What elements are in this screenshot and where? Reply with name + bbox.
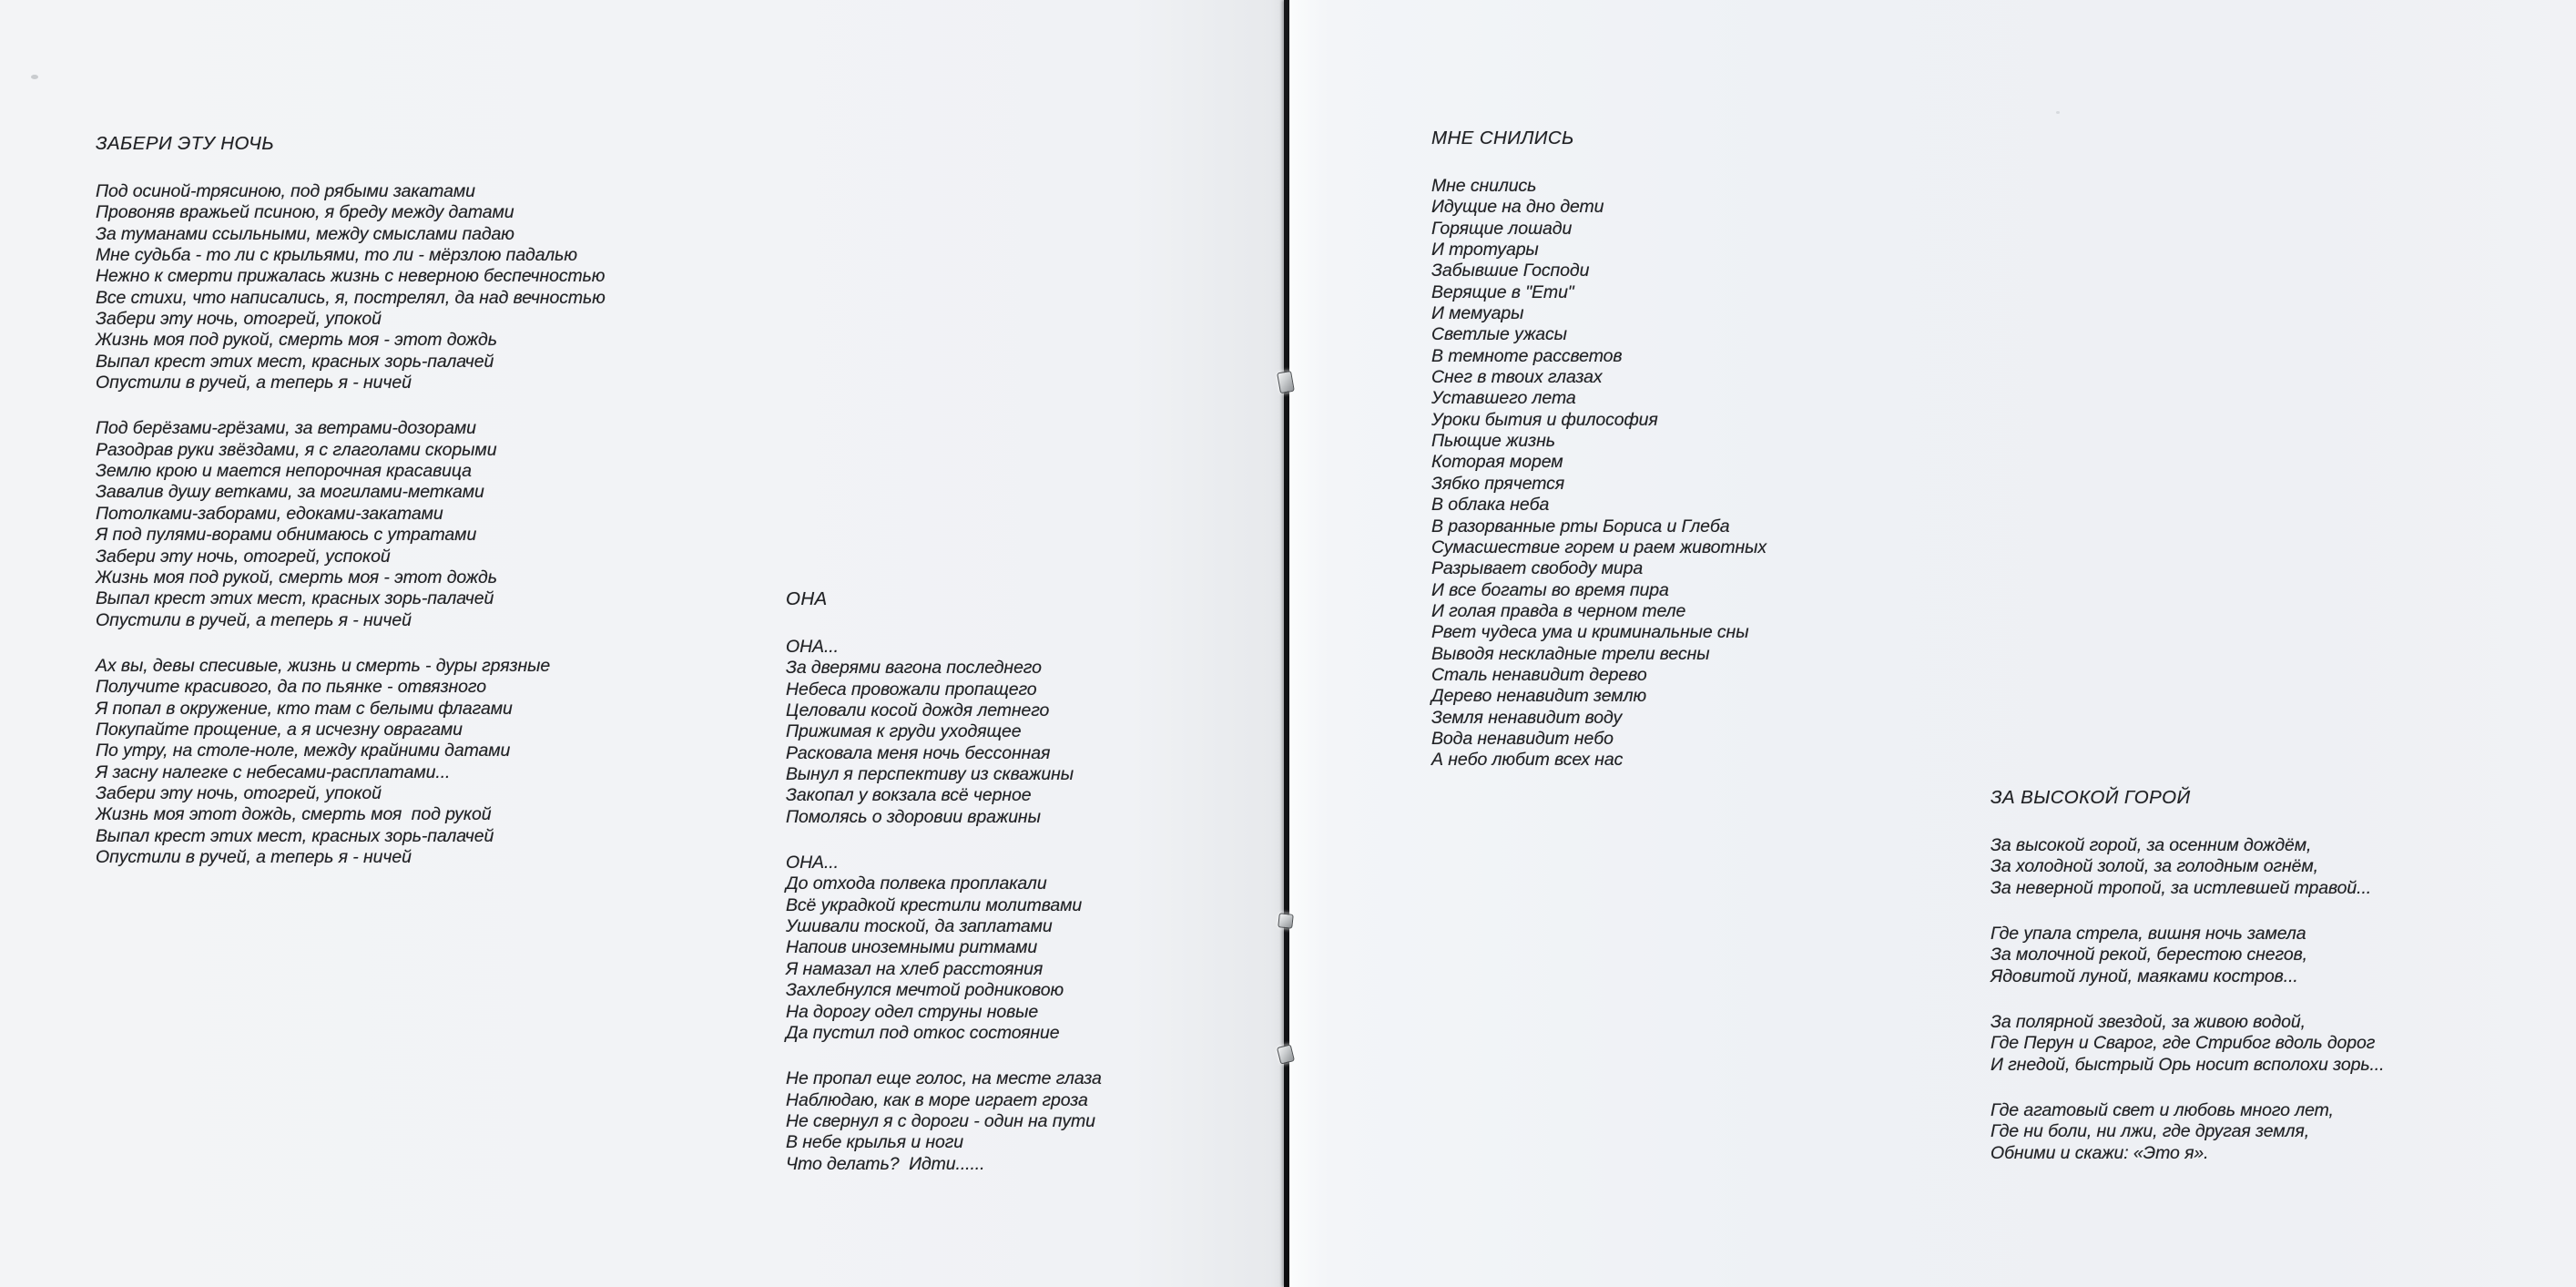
lyric-line: Пьющие жизнь [1431,431,1555,452]
lyric-line: Выпал крест этих мест, красных зорь-палачей [96,588,494,609]
song-title: МНЕ СНИЛИСЬ [1431,128,1574,148]
stanza [1991,924,2384,987]
lyric-line: Забери эту ночь, отогрей, упокой [96,782,382,803]
lyric-line: Разрывает свободу мира [1431,558,1644,579]
lyric-line: Закопал у вокзала всё черное [786,785,1032,806]
lyric-line: До отхода полвека проплакали [786,873,1047,894]
lyric-line: Светлые ужасы [1431,324,1567,345]
lyric-line: За неверной тропой, за истлевшей травой... [1991,877,2372,898]
lyric-line: Снег в твоих глазах [1431,367,1603,388]
song-lyrics [786,637,1102,1175]
lyric-line: Выпал крест этих мест, красных зорь-палачей [96,825,494,846]
stanza [1431,176,1767,771]
lyric-line: Рвет чудеса ума и криминальные сны [1431,622,1749,643]
lyric-line: Земля ненавидит воду [1431,707,1623,728]
lyric-line: В разорванные рты Бориса и Глеба [1431,516,1730,536]
lyric-line: За туманами ссыльными, между смыслами падаю [96,223,514,244]
lyric-line: В темноте рассветов [1431,345,1623,366]
lyric-line: На дорогу одел струны новые [786,1001,1039,1022]
song-lyrics [1991,835,2384,1164]
lyric-line: Наблюдаю, как в море играет гроза [786,1089,1088,1110]
lyric-line: Получите красивого, да по пьянке - отвязного [96,677,486,698]
lyric-line: Уроки бытия и философия [1431,409,1658,430]
lyric-line: Прижимая к груди уходящее [786,721,1022,742]
lyric-line: И гнедой, быстрый Орь носит всполохи зорь... [1991,1054,2385,1075]
lyric-line: Завалив душу ветками, за могилами-метками [96,482,484,503]
lyric-line: И все богаты во время пира [1431,579,1669,600]
lyric-line: А небо любит всех нас [1431,750,1624,771]
lyric-line: Напоив иноземными ритмами [786,937,1038,958]
stanza [786,853,1102,1044]
lyric-line: Под берёзами-грёзами, за ветрами-дозорами [96,418,476,439]
booklet-spine [1284,0,1289,1287]
lyric-line: ОНА... [786,637,839,657]
lyric-line: Забери эту ночь, отогрей, упокой [96,309,382,330]
lyric-line: Помолясь о здоровии вражины [786,806,1041,827]
lyric-line: Опустили в ручей, а теперь я - ничей [96,373,412,393]
lyric-line: Не свернул я с дороги - один на пути [786,1110,1095,1131]
lyric-line: За холодной золой, за голодным огнём, [1991,856,2318,877]
stanza [1991,1012,2384,1076]
lyric-line: Обними и скажи: «Это я». [1991,1142,2209,1163]
lyric-line: Что делать? Идти...... [786,1153,985,1174]
lyric-line: Жизнь моя под рукой, смерть моя - этот дождь [96,330,497,351]
lyric-line: Жизнь моя этот дождь, смерть моя под рукой [96,804,492,825]
lyric-line: В небе крылья и ноги [786,1132,964,1153]
lyric-line: Выводя нескладные трели весны [1431,643,1710,664]
lyric-line: Землю крою и мается непорочная красавица [96,461,472,482]
lyric-line: Где Перун и Сварог, где Стрибог вдоль дорог [1991,1033,2376,1054]
stanza [786,637,1102,828]
lyric-line: Небеса провожали пропащего [786,679,1037,700]
lyric-line: Уставшего лета [1431,388,1576,409]
lyric-line: Не пропал еще голос, на месте глаза [786,1068,1102,1089]
lyric-line: Вода ненавидит небо [1431,728,1614,749]
stanza [1991,835,2384,899]
lyric-line: ОНА... [786,853,839,873]
lyric-line: Расковала меня ночь бессонная [786,742,1051,763]
lyric-line: Мне снились [1431,176,1537,196]
stanza [96,181,606,393]
lyric-line: Жизнь моя под рукой, смерть моя - этот дождь [96,567,497,587]
lyric-line: Сталь ненавидит дерево [1431,664,1647,685]
song-ona [786,588,1102,1175]
lyric-line: Нежно к смерти прижалась жизнь с неверною беспечностью [96,266,606,287]
song-title: ЗАБЕРИ ЭТУ НОЧЬ [96,133,275,154]
lyric-line: Где упала стрела, вишня ночь замела [1991,924,2306,945]
paper-speck [31,75,38,79]
song-za-vysokoy-goroy [1991,787,2384,1164]
lyric-line: Выпал крест этих мест, красных зорь-палачей [96,351,494,372]
stanza [786,1068,1102,1175]
lyric-line: Горящие лошади [1431,218,1573,239]
song-lyrics [1431,176,1767,771]
lyric-line: Провоняв вражьей псиною, я бреду между датами [96,202,514,223]
lyric-line: Потолками-заборами, едоками-закатами [96,503,443,524]
lyric-line: Вынул я перспективу из скважины [786,764,1074,785]
lyric-line: Где агатовый свет и любовь много лет, [1991,1100,2334,1121]
lyric-line: Верящие в "Ети" [1431,281,1574,302]
lyric-line: Разодрав руки звёздами, я с глаголами скорыми [96,439,497,460]
lyric-line: Ушивали тоской, да заплатами [786,916,1053,937]
lyric-line: Опустили в ручей, а теперь я - ничей [96,609,412,630]
song-lyrics [96,181,606,868]
lyric-line: Сумасшествие горем и раем животных [1431,536,1767,557]
lyric-line: Забывшие Господи [1431,260,1590,281]
song-mne-snilis [1431,128,1767,771]
lyric-line: Все стихи, что написались, я, пострелял, да над вечностью [96,287,606,308]
lyric-line: Я попал в окружение, кто там с белыми флагами [96,698,513,719]
lyric-line: Забери эту ночь, отогрей, успокой [96,546,391,567]
lyric-line: По утру, на столе-ноле, между крайними датами [96,741,511,761]
lyric-line: Дерево ненавидит землю [1431,686,1647,707]
song-zaberi-etu-noch [96,133,606,868]
lyric-line: В облака неба [1431,495,1550,516]
lyric-line: Ядовитой луной, маяками костров... [1991,965,2298,986]
lyric-line: Целовали косой дождя летнего [786,700,1050,721]
lyric-line: За полярной звездой, за живою водой, [1991,1012,2306,1033]
lyric-line: Да пустил под откос состояние [786,1022,1060,1043]
lyric-line: Идущие на дно дети [1431,197,1604,218]
lyric-line: Я намазал на хлеб расстояния [786,958,1044,979]
lyric-line: Захлебнулся мечтой родниковою [786,980,1064,1001]
lyric-line: Покупайте прощение, а я исчезну оврагами [96,719,463,740]
lyric-line: За молочной рекой, берестою снегов, [1991,945,2307,965]
lyric-line: Я засну налегке с небесами-расплатами... [96,761,451,782]
lyric-line: И мемуары [1431,303,1524,324]
song-title: ЗА ВЫСОКОЙ ГОРОЙ [1991,787,2191,808]
lyric-line: Под осиной-трясиною, под рябыми закатами [96,181,475,201]
stanza [1991,1100,2384,1164]
stanza [96,418,606,630]
lyric-line: Зябко прячется [1431,473,1565,494]
lyric-line: Ах вы, девы спесивые, жизнь и смерть - дуры грязные [96,655,551,676]
lyric-line: Мне судьба - то ли с крыльями, то ли - мёрзлою падалью [96,245,577,266]
lyric-line: Которая морем [1431,452,1563,473]
song-title: ОНА [786,588,828,609]
paper-speck [2056,111,2060,114]
lyric-line: За высокой горой, за осенним дождём, [1991,835,2312,855]
lyric-line: Я под пулями-ворами обнимаюсь с утратами [96,525,477,546]
lyric-line: Где ни боли, ни лжи, где другая земля, [1991,1121,2310,1142]
lyric-line: Всё украдкой крестили молитвами [786,894,1083,915]
staple [1278,913,1294,929]
lyric-line: И тротуары [1431,240,1539,260]
lyric-line: За дверями вагона последнего [786,658,1042,679]
lyric-line: И голая правда в черном теле [1431,600,1686,621]
lyric-line: Опустили в ручей, а теперь я - ничей [96,846,412,867]
stanza [96,656,606,868]
